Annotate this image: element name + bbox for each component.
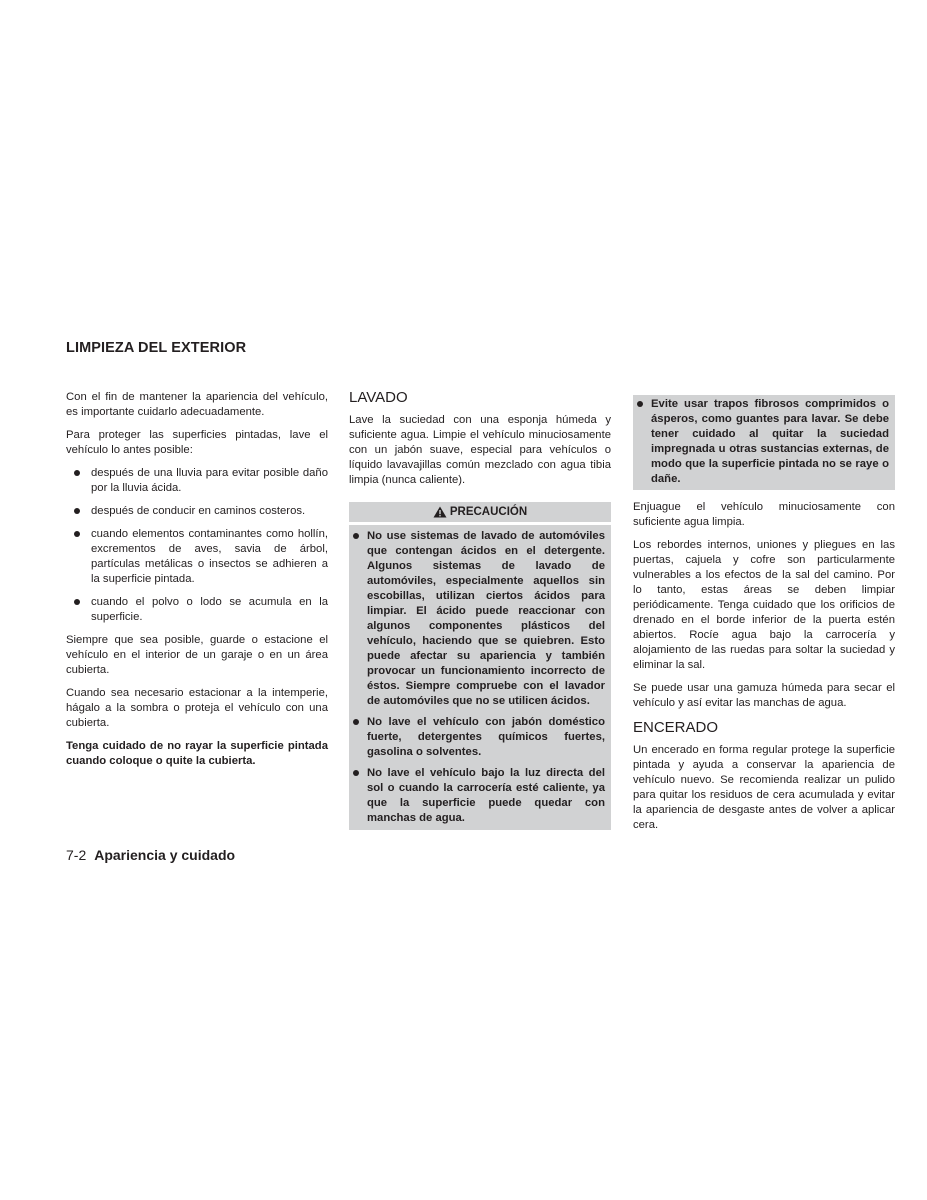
- section-title: LIMPIEZA DEL EXTERIOR: [66, 340, 247, 356]
- list-item: cuando elementos contaminantes como hollín, excrementos de aves, savia de árbol, partículas metálicas o insectos se adhieren a la superficie pintada.: [66, 527, 328, 587]
- paragraph: Los rebordes internos, uniones y pliegues en las puertas, cajuela y cofre son particularmente vulnerables a los efectos de la sal del camino. Por lo tanto, estas áreas se deben limpiar periódicamente. Tenga cuidado que los orificios de drenado en el borde inferior de la puerta estén abiertos. Rocíe agua bajo la carrocería y alojamiento de las ruedas para soltar la suciedad y eliminar la sal.: [633, 539, 895, 671]
- paragraph: Para proteger las superficies pintadas, lave el vehículo lo antes posible:: [66, 429, 328, 456]
- page-footer: [66, 847, 235, 863]
- paragraph: Lave la suciedad con una esponja húmeda y suficiente agua. Limpie el vehículo minuciosamente con un jabón suave, especial para vehículos o líquido lavavajillas común mezclado con agua tibia limpia (nunca caliente).: [349, 414, 611, 486]
- caution-list: [349, 529, 605, 826]
- subheading-encerado: ENCERADO: [633, 719, 719, 736]
- caution-item: No use sistemas de lavado de automóviles que contengan ácidos en el detergente. Algunos sistemas de lavado de automóviles, especialmente aquellos sin escobillas, utilizan ciertos ácidos para limpiar. El ácido puede reaccionar con algunos componentes plásticos del vehículo, haciendo que se quiebren. Esto puede afectar su apariencia y también provocar un funcionamiento incorrecto de éstos. Siempre compruebe con el lavador de automóviles que no se utilicen ácidos.: [349, 529, 605, 709]
- paragraph: Enjuague el vehículo minuciosamente con suficiente agua limpia.: [633, 501, 895, 528]
- caution-header: [349, 502, 611, 522]
- caution-item: Evite usar trapos fibrosos comprimidos o ásperos, como guantes para lavar. Se debe tener cuidado al quitar la suciedad impregnada u otras sustancias externas, de modo que la superficie pintada no se raye o dañe.: [633, 397, 889, 487]
- bold-note: Tenga cuidado de no rayar la superficie pintada cuando coloque o quite la cubierta.: [66, 740, 328, 767]
- caution-item: No lave el vehículo bajo la luz directa del sol o cuando la carrocería esté caliente, ya que la superficie puede quedar con manchas de agua.: [349, 766, 605, 826]
- list-item: cuando el polvo o lodo se acumula en la superficie.: [66, 595, 328, 625]
- warning-triangle-icon: [433, 506, 447, 518]
- column-right: [633, 395, 895, 841]
- list-item: después de conducir en caminos costeros.: [66, 504, 328, 519]
- caution-box-continued: [633, 395, 895, 490]
- list-item: después de una lluvia para evitar posible daño por la lluvia ácida.: [66, 466, 328, 496]
- caution-item: No lave el vehículo con jabón doméstico fuerte, detergentes químicos fuertes, gasolina o solventes.: [349, 715, 605, 760]
- column-middle: [349, 389, 611, 838]
- paragraph: Se puede usar una gamuza húmeda para secar el vehículo y así evitar las manchas de agua.: [633, 682, 895, 709]
- caution-list: [633, 397, 889, 487]
- paragraph: Con el fin de mantener la apariencia del vehículo, es importante cuidarlo adecuadamente.: [66, 391, 328, 418]
- page-number: 7-2: [66, 847, 87, 863]
- caution-title: PRECAUCIÓN: [449, 506, 528, 518]
- paragraph: Siempre que sea posible, guarde o estacione el vehículo en el interior de un garaje o en un área cubierta.: [66, 634, 328, 676]
- caution-box: [349, 525, 611, 830]
- chapter-title: Apariencia y cuidado: [94, 847, 236, 863]
- paragraph: Cuando sea necesario estacionar a la intemperie, hágalo a la sombra o proteja el vehículo con una cubierta.: [66, 687, 328, 729]
- bullet-list: [66, 466, 328, 625]
- paragraph: Un encerado en forma regular protege la superficie pintada y ayuda a conservar la apariencia de vehículo nuevo. Se recomienda realizar un pulido para quitar los residuos de cera acumulada y evitar la apariencia de desgaste antes de volver a aplicar cera.: [633, 744, 895, 831]
- column-left: [66, 390, 328, 777]
- subheading-lavado: LAVADO: [349, 389, 408, 406]
